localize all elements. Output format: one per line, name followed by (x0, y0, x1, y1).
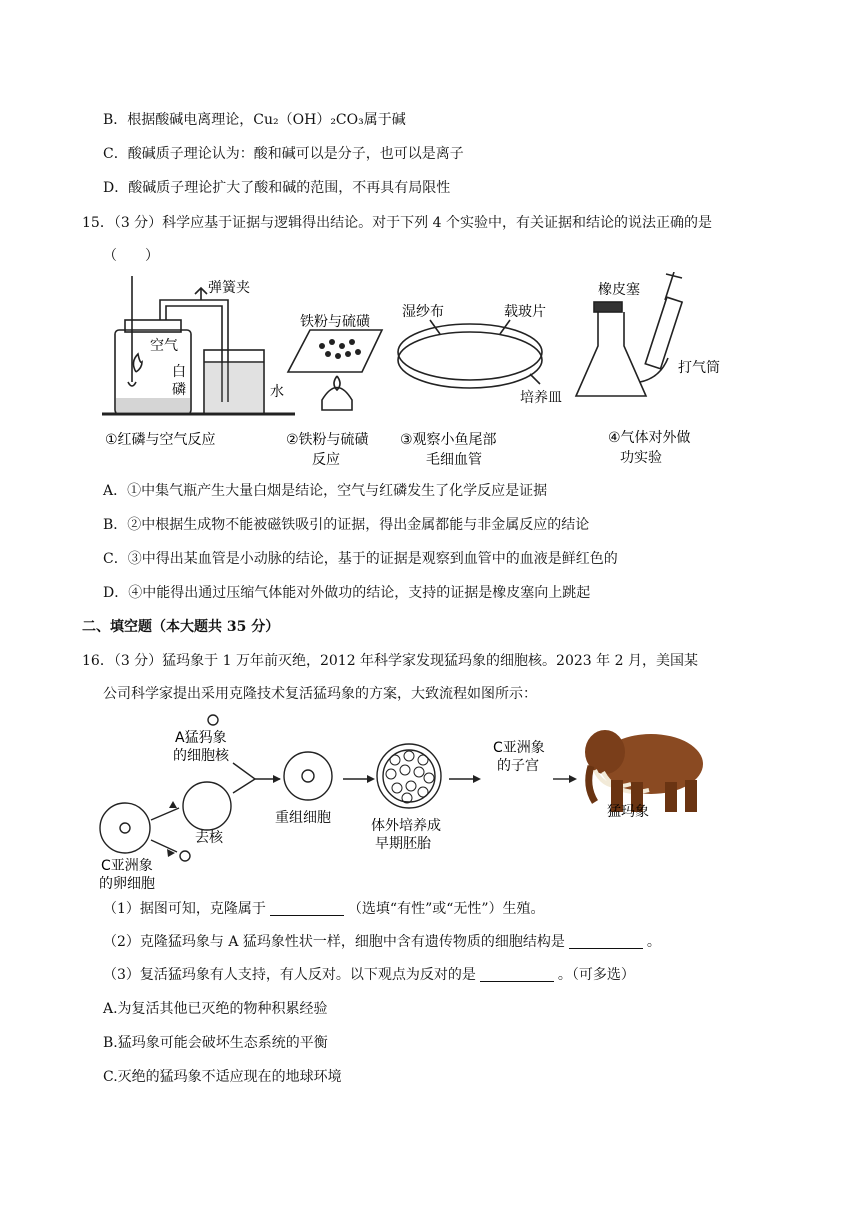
q15-paren: （ ） (103, 248, 159, 264)
section-title: 二、填空题（本大题共 35 分） (82, 619, 280, 635)
q15-option-b: B．②中根据生成物不能被磁铁吸引的证据，得出金属都能与非金属反应的结论 (103, 517, 590, 533)
q16-sub2 (103, 932, 661, 952)
mammoth-image (585, 730, 703, 812)
q15-experiments-figure (100, 272, 740, 472)
q16-choice-c: C.灭绝的猛玛象不适应现在的地球环境 (103, 1069, 342, 1085)
caption-exp4-1: ④气体对外做 (608, 430, 691, 446)
label-water: 水 (270, 384, 284, 400)
q16-sub1 (103, 899, 545, 919)
q16-sub1-pre: （1）据图可知，克隆属于 (103, 901, 266, 917)
blank-1[interactable] (270, 901, 344, 916)
label-dish: 培养皿 (520, 390, 562, 406)
label-iron-sulfur: 铁粉与硫磺 (300, 314, 370, 330)
caption-exp2-1: ②铁粉与硫磺 (286, 432, 369, 448)
q16-stem-1: 16．（3 分）猛玛象于 1 万年前灭绝，2012 年科学家发现猛玛象的细胞核。2023 年 2 月，美国某 (82, 653, 698, 669)
label-pump: 打气筒 (678, 360, 720, 376)
q16-cloning-figure (95, 708, 735, 894)
label-a-nucleus-1: A猛犸象 (175, 730, 227, 746)
q16-sub1-post: （选填“有性”或“无性”）生殖。 (347, 901, 545, 917)
label-egg-2: 的卵细胞 (99, 876, 155, 892)
q15-option-c: C．③中得出某血管是小动脉的结论，基于的证据是观察到血管中的血液是鲜红色的 (103, 551, 618, 567)
label-embryo-1: 体外培养成 (371, 818, 441, 834)
q14-option-b: B．根据酸碱电离理论，Cu₂（OH）₂CO₃属于碱 (103, 112, 406, 128)
q14-option-c: C．酸碱质子理论认为：酸和碱可以是分子，也可以是离子 (103, 146, 464, 162)
label-enucleate: 去核 (195, 830, 223, 846)
q16-sub2-post: 。 (646, 934, 661, 950)
label-recombined: 重组细胞 (275, 810, 331, 826)
q16-sub2-pre: （2）克隆猛玛象与 A 猛玛象性状一样，细胞中含有遗传物质的细胞结构是 (103, 934, 565, 950)
q16-stem-2: 公司科学家提出采用克隆技术复活猛玛象的方案，大致流程如图所示： (103, 686, 537, 702)
caption-exp3-2: 毛细血管 (426, 452, 482, 468)
label-gauze: 湿纱布 (402, 304, 444, 320)
q16-sub3 (103, 965, 635, 985)
q16-sub3-post: 。（可多选） (557, 967, 635, 983)
label-p2: 磷 (172, 382, 186, 398)
label-a-nucleus-2: 的细胞核 (173, 748, 229, 764)
caption-exp1: ①红磷与空气反应 (105, 432, 216, 448)
blank-2[interactable] (569, 934, 643, 949)
q15-option-d: D．④中能得出通过压缩气体能对外做功的结论，支持的证据是橡皮塞向上跳起 (103, 585, 591, 601)
caption-exp3-1: ③观察小鱼尾部 (400, 432, 497, 448)
label-uterus-2: 的子宫 (497, 758, 539, 774)
q15-stem: 15．（3 分）科学应基于证据与逻辑得出结论。对于下列 4 个实验中，有关证据和结论的说法正确的是 (82, 215, 712, 231)
label-egg-1: C亚洲象 (101, 858, 153, 874)
blank-3[interactable] (480, 967, 554, 982)
q16-choice-a: A.为复活其他已灭绝的物种积累经验 (103, 1001, 328, 1017)
label-air: 空气 (150, 338, 178, 354)
q16-choice-b: B.猛玛象可能会破坏生态系统的平衡 (103, 1035, 328, 1051)
label-mammoth: 猛玛象 (607, 804, 649, 820)
label-clip: 弹簧夹 (208, 280, 250, 296)
label-uterus-1: C亚洲象 (493, 740, 545, 756)
caption-exp2-2: 反应 (312, 452, 340, 468)
q14-option-d: D．酸碱质子理论扩大了酸和碱的范围，不再具有局限性 (103, 180, 451, 196)
caption-exp4-2: 功实验 (620, 450, 662, 466)
label-stopper: 橡皮塞 (598, 282, 640, 298)
label-p1: 白 (172, 364, 186, 380)
label-slide: 载玻片 (504, 304, 546, 320)
q15-option-a: A．①中集气瓶产生大量白烟是结论，空气与红磷发生了化学反应是证据 (103, 483, 548, 499)
label-embryo-2: 早期胚胎 (375, 836, 431, 852)
q16-sub3-pre: （3）复活猛玛象有人支持，有人反对。以下观点为反对的是 (103, 967, 476, 983)
